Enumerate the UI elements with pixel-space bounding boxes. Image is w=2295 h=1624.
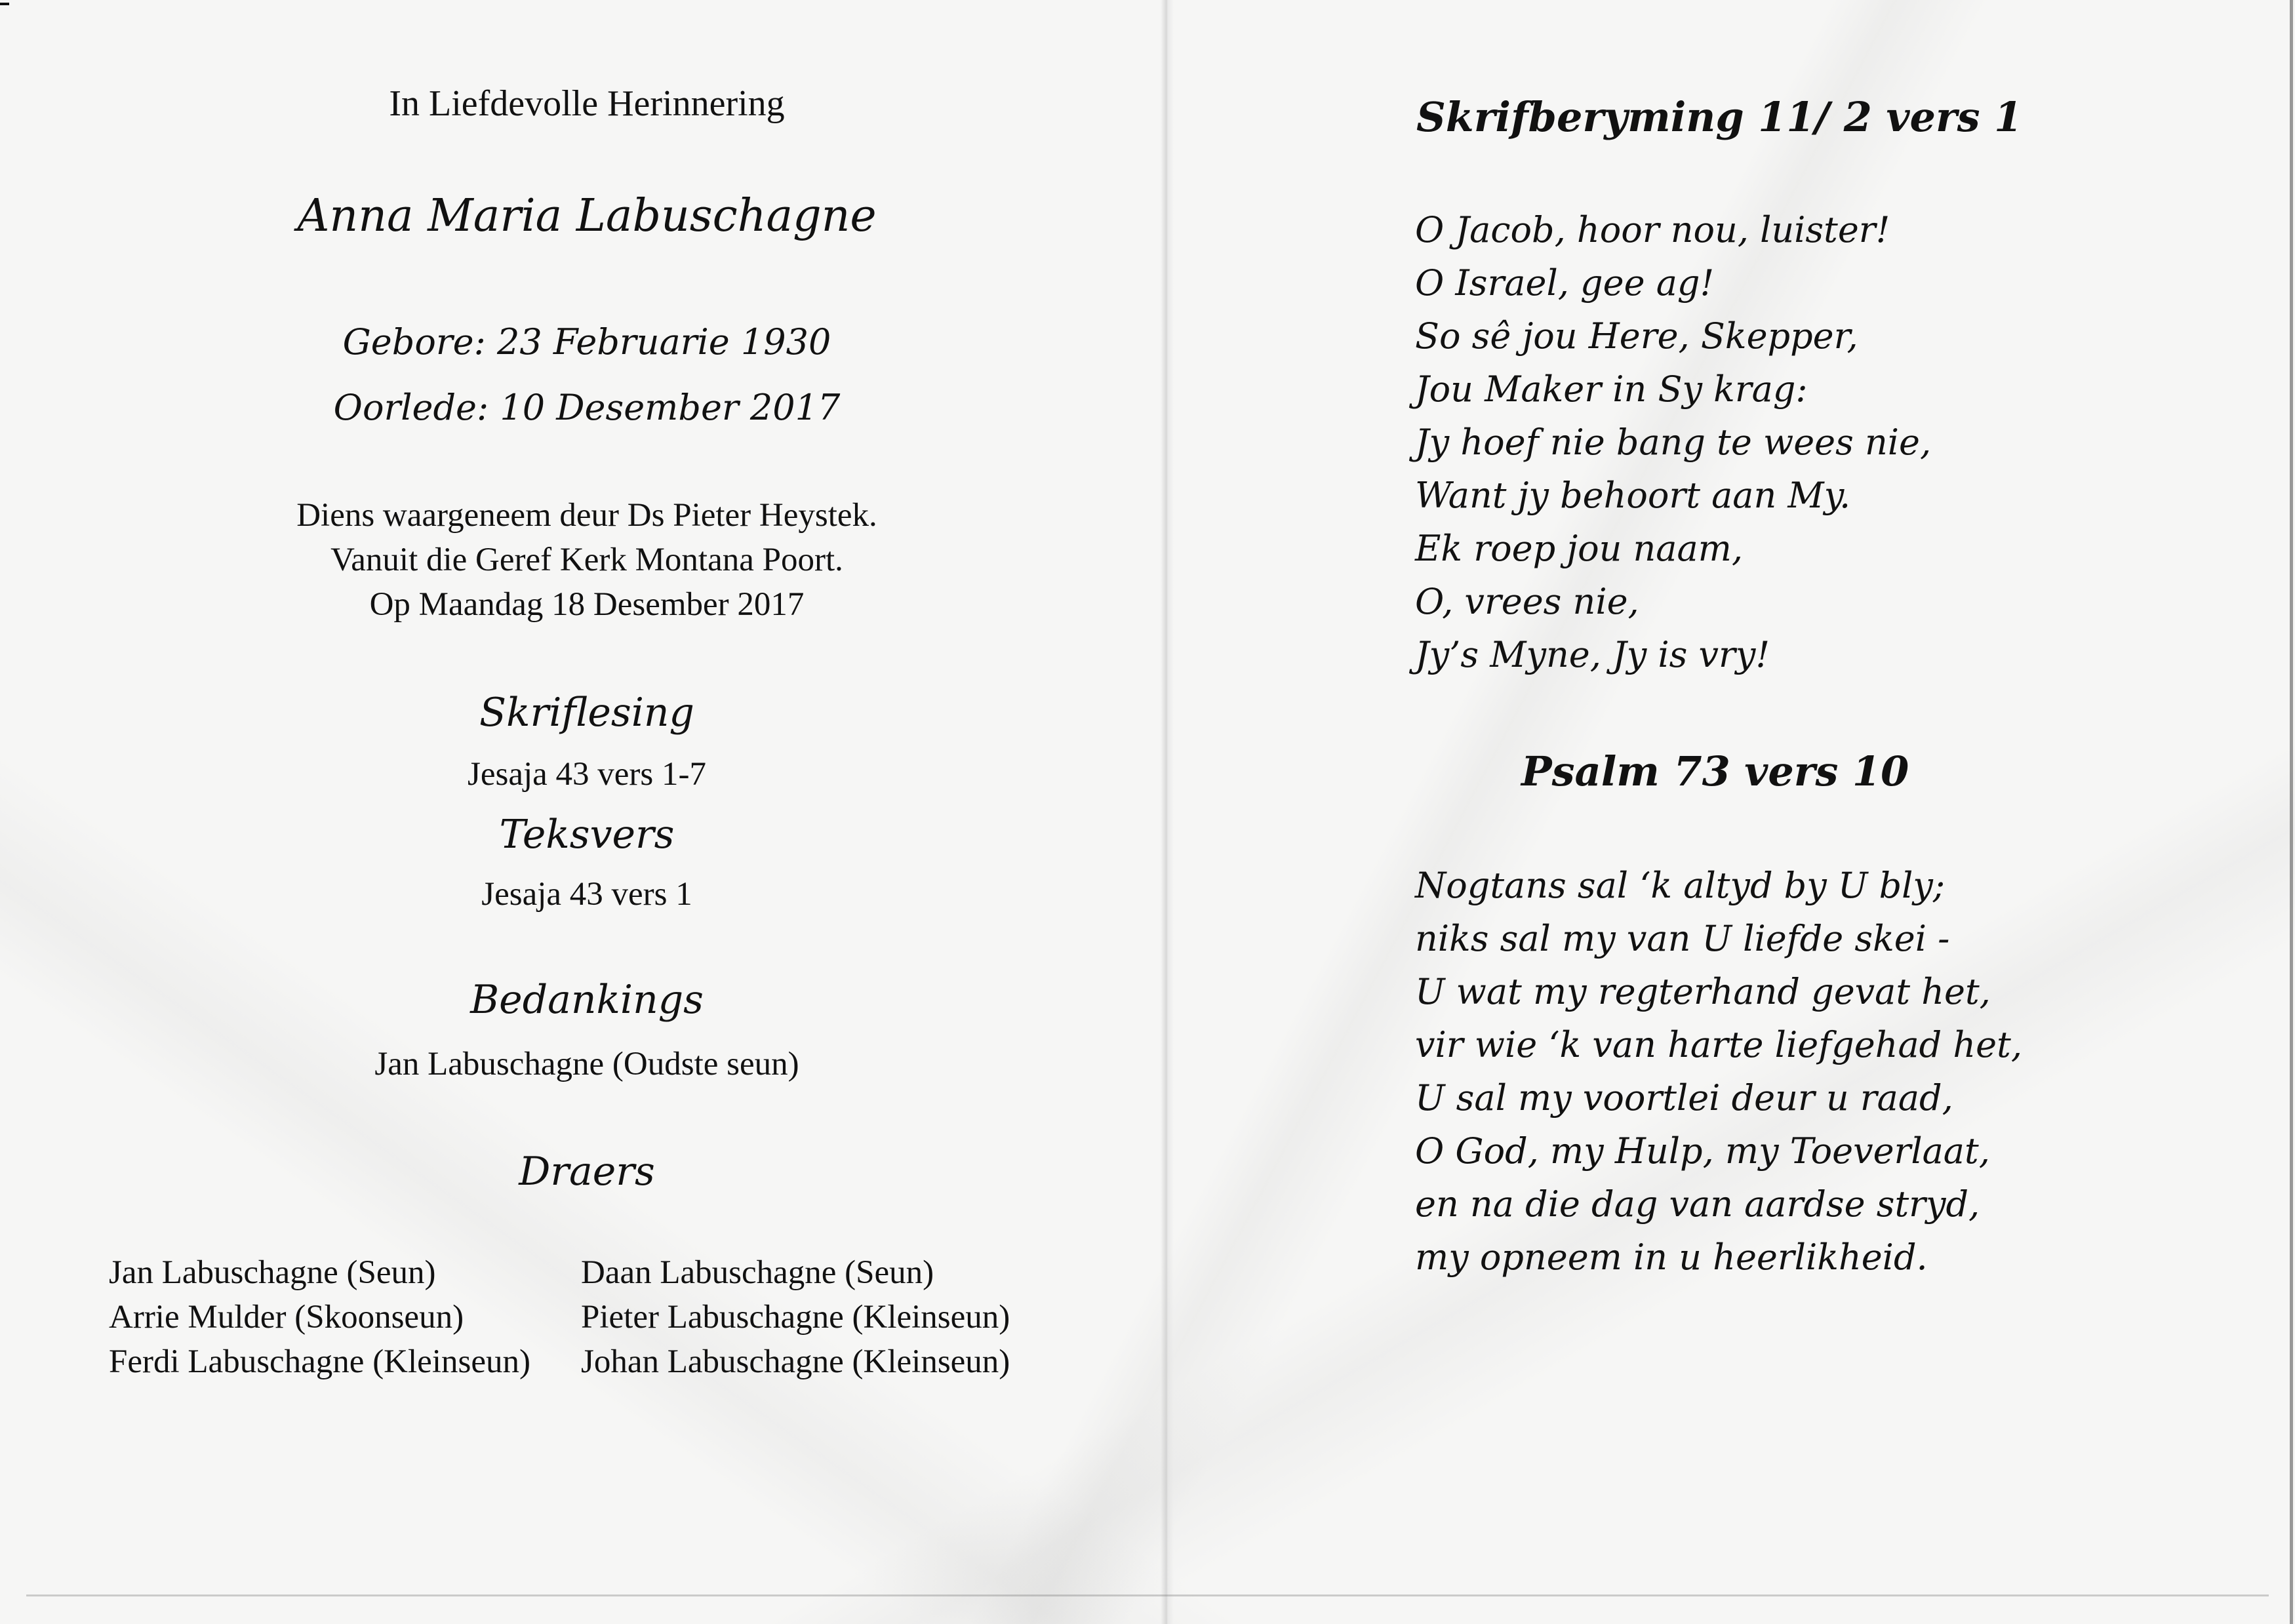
- verse-line: O God, my Hulp, my Toeverlaat,: [1415, 1130, 1990, 1172]
- service-details: [0, 493, 1174, 627]
- hymn-verse: [1415, 203, 1931, 681]
- psalm-verse: [1415, 859, 2022, 1284]
- bearer-name: Ferdi Labuschagne (Kleinseun): [109, 1343, 530, 1380]
- service-line: Op Maandag 18 Desember 2017: [369, 586, 805, 623]
- thanks-title: Bedankings: [470, 977, 704, 1023]
- verse-line: U wat my regterhand gevat het,: [1415, 971, 1991, 1012]
- card-right-edge: [2290, 0, 2293, 1624]
- verse-line: Ek roep jou naam,: [1415, 528, 1744, 569]
- text-verse-title: Teksvers: [499, 812, 675, 858]
- verse-line: Nogtans sal ‘k altyd by U bly;: [1415, 865, 1946, 906]
- bearer-row: [109, 1343, 1092, 1387]
- card-bottom-edge: [26, 1594, 2269, 1596]
- reading-title: Skriflesing: [479, 690, 694, 736]
- verse-line: en na die dag van aardse stryd,: [1415, 1183, 1980, 1225]
- death-date: Oorlede: 10 Desember 2017: [333, 387, 841, 428]
- verse-line: vir wie ‘k van harte liefgehad het,: [1415, 1024, 2022, 1065]
- bearers-list: [109, 1254, 1092, 1387]
- verse-line: O, vrees nie,: [1415, 581, 1639, 622]
- bearer-row: [109, 1298, 1092, 1343]
- thanks-text: Jan Labuschagne (Oudste seun): [374, 1046, 799, 1082]
- service-line: Vanuit die Geref Kerk Montana Poort.: [330, 542, 843, 578]
- verse-line: Jy hoef nie bang te wees nie,: [1415, 422, 1932, 463]
- birth-date: Gebore: 23 Februarie 1930: [342, 321, 831, 363]
- verse-line: O Israel, gee ag!: [1415, 262, 1715, 304]
- memorial-heading: In Liefdevolle Herinnering: [389, 83, 785, 124]
- verse-line: niks sal my van U liefde skei -: [1415, 918, 1950, 959]
- bearer-name: Jan Labuschagne (Seun): [109, 1254, 436, 1291]
- bearer-name: Arrie Mulder (Skoonseun): [109, 1299, 464, 1336]
- verse-line: my opneem in u heerlikheid.: [1415, 1237, 1928, 1278]
- verse-line: U sal my voortlei deur u raad,: [1415, 1077, 1953, 1119]
- verse-line: So sê jou Here, Skepper,: [1415, 315, 1858, 357]
- psalm-title: Psalm 73 vers 10: [1521, 747, 1909, 795]
- bearers-title: Draers: [519, 1149, 655, 1195]
- bearer-name: Johan Labuschagne (Kleinseun): [581, 1343, 1010, 1380]
- verse-line: Jou Maker in Sy krag:: [1415, 368, 1808, 410]
- service-line: Diens waargeneem deur Ds Pieter Heystek.: [296, 497, 877, 534]
- verse-line: O Jacob, hoor nou, luister!: [1415, 209, 1890, 250]
- reading-text: Jesaja 43 vers 1-7: [468, 756, 706, 793]
- verse-line: Jy’s Myne, Jy is vry!: [1415, 634, 1770, 675]
- hymn-title: Skrifberyming 11/ 2 vers 1: [1416, 93, 2023, 141]
- bearer-name: Pieter Labuschagne (Kleinseun): [581, 1299, 1010, 1336]
- deceased-name: Anna Maria Labuschagne: [297, 190, 877, 242]
- bearer-row: [109, 1254, 1092, 1298]
- text-verse-text: Jesaja 43 vers 1: [481, 876, 692, 913]
- card-fold: [1161, 0, 1174, 1624]
- bearer-name: Daan Labuschagne (Seun): [581, 1254, 934, 1291]
- verse-line: Want jy behoort aan My.: [1415, 475, 1851, 516]
